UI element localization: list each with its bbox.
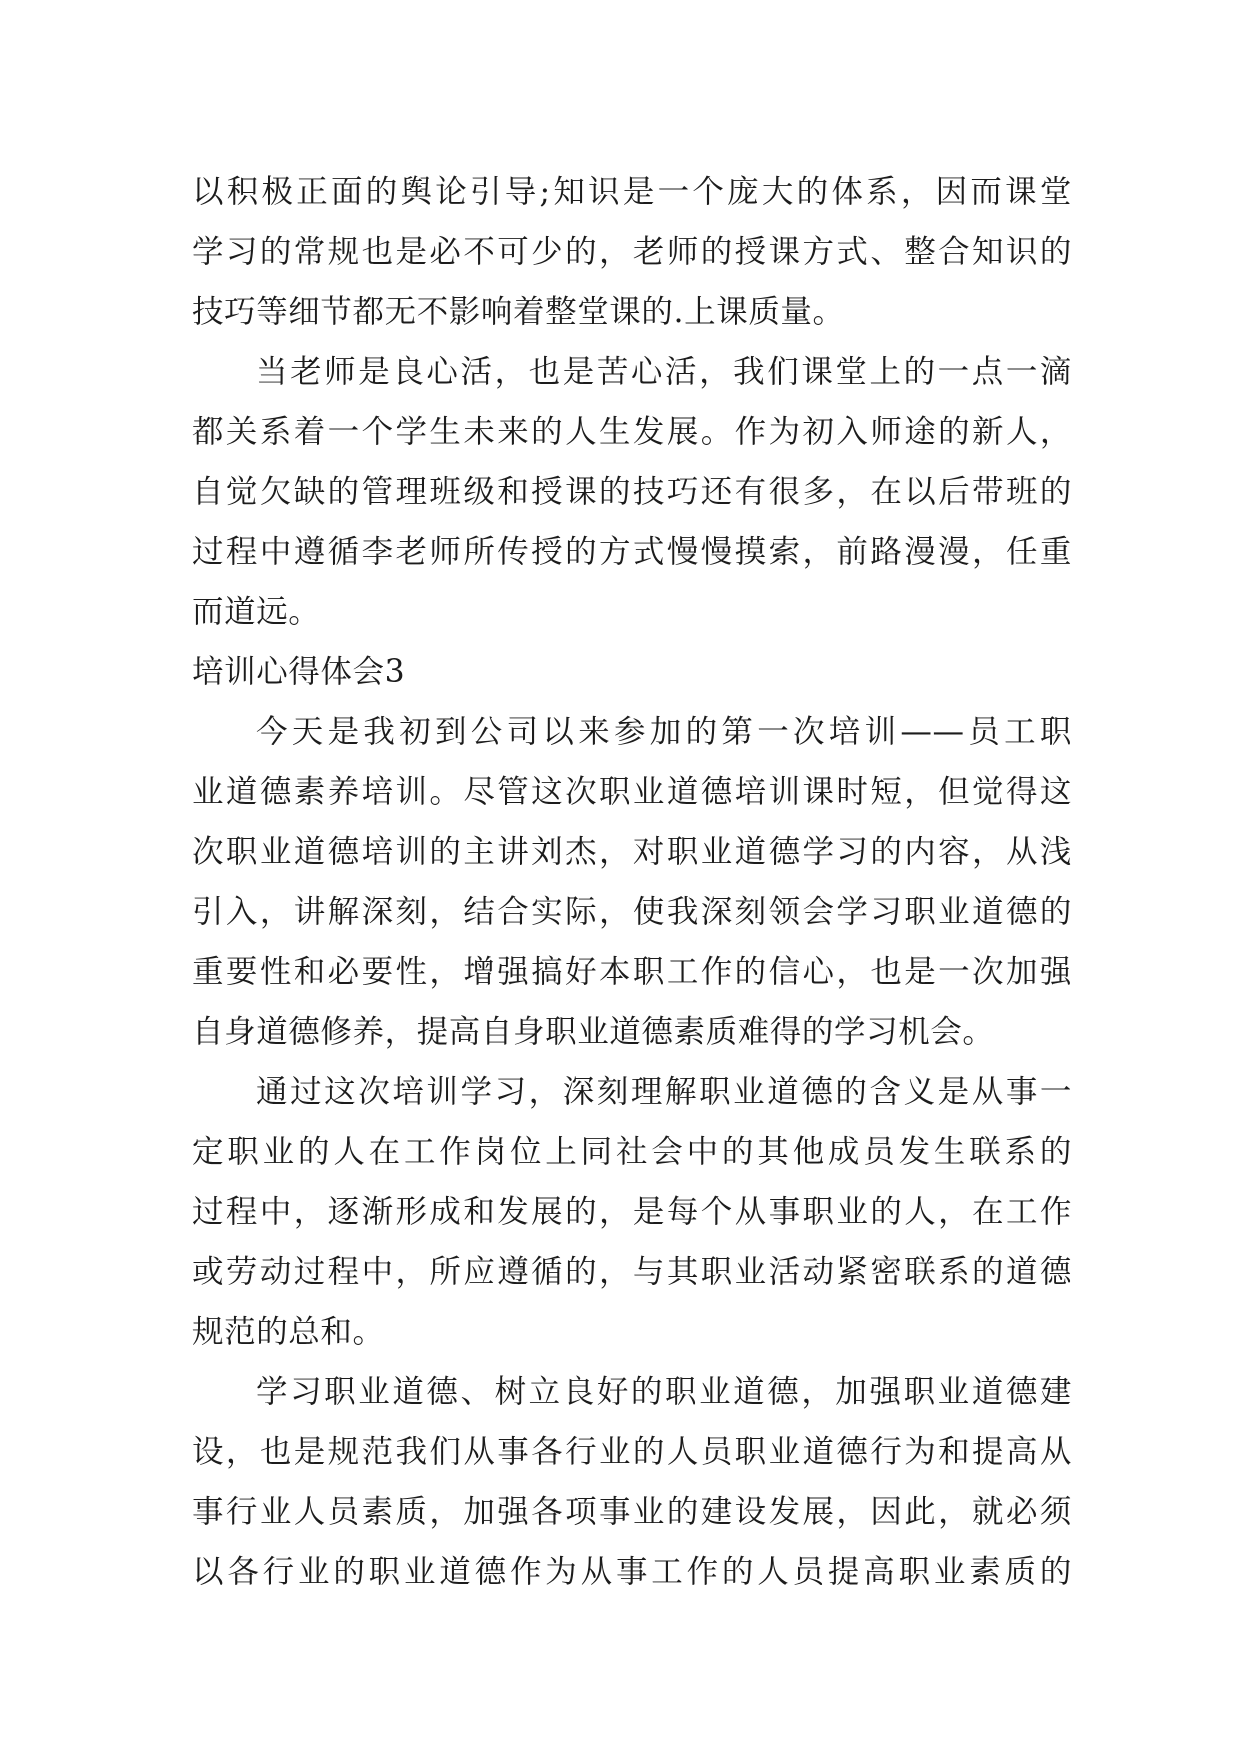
text-line: 业道德素养培训。尽管这次职业道德培训课时短，但觉得这 xyxy=(192,774,1072,810)
text-line: 技巧等细节都无不影响着整堂课的.上课质量。 xyxy=(192,294,845,330)
text-line: 当老师是良心活，也是苦心活，我们课堂上的一点一滴 xyxy=(256,354,1072,390)
text-line: 以积极正面的舆论引导;知识是一个庞大的体系，因而课堂 xyxy=(192,174,1072,210)
text-line: 而道远。 xyxy=(192,594,321,630)
text-line: 规范的总和。 xyxy=(192,1314,385,1350)
section-heading: 培训心得体会3 xyxy=(192,654,406,690)
text-line: 事行业人员素质，加强各项事业的建设发展，因此，就必须 xyxy=(192,1494,1072,1530)
text-line: 定职业的人在工作岗位上同社会中的其他成员发生联系的 xyxy=(192,1134,1072,1170)
text-line: 自觉欠缺的管理班级和授课的技巧还有很多，在以后带班的 xyxy=(192,474,1072,510)
text-line: 通过这次培训学习，深刻理解职业道德的含义是从事一 xyxy=(256,1074,1072,1110)
text-line: 过程中遵循李老师所传授的方式慢慢摸索，前路漫漫，任重 xyxy=(192,534,1072,570)
text-line: 学习的常规也是必不可少的，老师的授课方式、整合知识的 xyxy=(192,234,1072,270)
text-line: 引入，讲解深刻，结合实际，使我深刻领会学习职业道德的 xyxy=(192,894,1072,930)
text-line: 过程中，逐渐形成和发展的，是每个从事职业的人，在工作 xyxy=(192,1194,1072,1230)
text-line: 或劳动过程中，所应遵循的，与其职业活动紧密联系的道德 xyxy=(192,1254,1072,1290)
text-line: 设，也是规范我们从事各行业的人员职业道德行为和提高从 xyxy=(192,1434,1072,1470)
text-line: 重要性和必要性，增强搞好本职工作的信心，也是一次加强 xyxy=(192,954,1072,990)
text-line: 以各行业的职业道德作为从事工作的人员提高职业素质的 xyxy=(192,1554,1072,1590)
text-line: 次职业道德培训的主讲刘杰，对职业道德学习的内容，从浅 xyxy=(192,834,1072,870)
text-line: 今天是我初到公司以来参加的第一次培训——员工职 xyxy=(256,714,1072,750)
text-line: 学习职业道德、树立良好的职业道德，加强职业道德建 xyxy=(256,1374,1072,1410)
text-line: 自身道德修养，提高自身职业道德素质难得的学习机会。 xyxy=(192,1014,995,1050)
document-body xyxy=(192,162,1072,1602)
text-line: 都关系着一个学生未来的人生发展。作为初入师途的新人， xyxy=(192,414,1072,450)
